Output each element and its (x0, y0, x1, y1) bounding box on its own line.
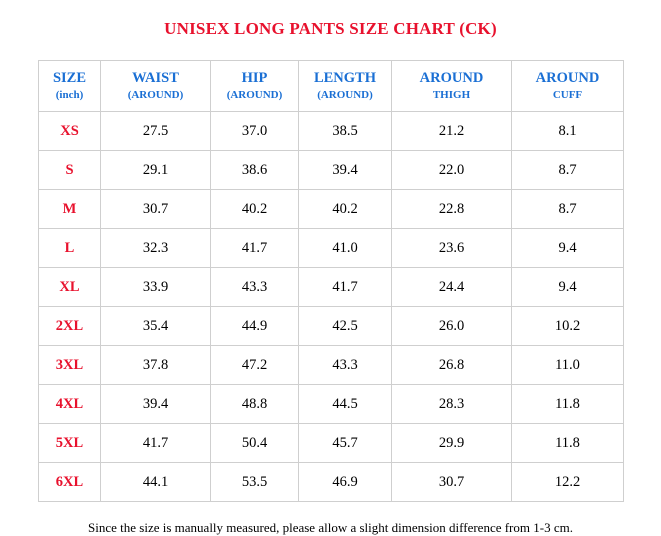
table-row (39, 463, 624, 502)
cell-size: S (39, 151, 101, 190)
cell-length: 40.2 (299, 190, 392, 229)
column-header-length (299, 61, 392, 112)
cell-size: XL (39, 268, 101, 307)
cell-thigh: 22.0 (392, 151, 512, 190)
column-header-cuff-sub: CUFF (552, 88, 583, 101)
cell-thigh: 26.8 (392, 346, 512, 385)
table-row (39, 229, 624, 268)
cell-hip: 48.8 (211, 385, 299, 424)
column-header-cuff-main: AROUND (535, 70, 600, 86)
cell-waist: 27.5 (101, 112, 211, 151)
cell-hip: 40.2 (211, 190, 299, 229)
column-header-hip (211, 61, 299, 112)
cell-waist: 44.1 (101, 463, 211, 502)
cell-waist: 35.4 (101, 307, 211, 346)
size-table-container (0, 39, 661, 502)
cell-waist: 41.7 (101, 424, 211, 463)
table-row (39, 190, 624, 229)
cell-cuff: 11.8 (512, 424, 624, 463)
column-header-length-sub: (AROUND) (317, 88, 373, 101)
size-chart-table (38, 60, 624, 502)
cell-hip: 44.9 (211, 307, 299, 346)
cell-cuff: 8.7 (512, 151, 624, 190)
cell-hip: 38.6 (211, 151, 299, 190)
cell-hip: 47.2 (211, 346, 299, 385)
cell-hip: 50.4 (211, 424, 299, 463)
cell-thigh: 28.3 (392, 385, 512, 424)
cell-thigh: 29.9 (392, 424, 512, 463)
column-header-size (39, 61, 101, 112)
cell-length: 46.9 (299, 463, 392, 502)
cell-thigh: 23.6 (392, 229, 512, 268)
cell-waist: 33.9 (101, 268, 211, 307)
table-body (39, 112, 624, 502)
cell-thigh: 21.2 (392, 112, 512, 151)
cell-cuff: 8.1 (512, 112, 624, 151)
column-header-thigh-main: AROUND (419, 70, 484, 86)
cell-cuff: 8.7 (512, 190, 624, 229)
cell-waist: 29.1 (101, 151, 211, 190)
column-header-waist-main: WAIST (132, 70, 179, 86)
column-header-waist-sub: (AROUND) (127, 88, 184, 101)
cell-cuff: 9.4 (512, 229, 624, 268)
cell-length: 38.5 (299, 112, 392, 151)
header-row (39, 61, 624, 112)
cell-length: 41.7 (299, 268, 392, 307)
column-header-size-main: SIZE (52, 70, 87, 86)
cell-size: XS (39, 112, 101, 151)
cell-cuff: 12.2 (512, 463, 624, 502)
cell-size: L (39, 229, 101, 268)
measurement-disclaimer: Since the size is manually measured, please allow a slight dimension difference from 1-3 cm. (88, 520, 573, 536)
column-header-thigh-sub: THIGH (432, 88, 471, 101)
cell-length: 42.5 (299, 307, 392, 346)
column-header-thigh (392, 61, 512, 112)
table-row (39, 151, 624, 190)
cell-size: 2XL (39, 307, 101, 346)
cell-waist: 30.7 (101, 190, 211, 229)
column-header-size-sub: (inch) (55, 88, 84, 101)
cell-thigh: 26.0 (392, 307, 512, 346)
cell-size: M (39, 190, 101, 229)
cell-size: 3XL (39, 346, 101, 385)
table-header (39, 61, 624, 112)
cell-size: 6XL (39, 463, 101, 502)
cell-length: 39.4 (299, 151, 392, 190)
cell-thigh: 30.7 (392, 463, 512, 502)
cell-thigh: 24.4 (392, 268, 512, 307)
cell-length: 44.5 (299, 385, 392, 424)
table-row (39, 346, 624, 385)
cell-waist: 39.4 (101, 385, 211, 424)
cell-length: 43.3 (299, 346, 392, 385)
cell-size: 5XL (39, 424, 101, 463)
table-row (39, 268, 624, 307)
cell-hip: 37.0 (211, 112, 299, 151)
cell-waist: 32.3 (101, 229, 211, 268)
table-row (39, 112, 624, 151)
cell-hip: 53.5 (211, 463, 299, 502)
cell-hip: 41.7 (211, 229, 299, 268)
column-header-length-main: LENGTH (313, 70, 377, 86)
cell-cuff: 11.0 (512, 346, 624, 385)
column-header-cuff (512, 61, 624, 112)
cell-length: 41.0 (299, 229, 392, 268)
cell-size: 4XL (39, 385, 101, 424)
column-header-hip-sub: (AROUND) (226, 88, 283, 101)
table-row (39, 307, 624, 346)
cell-waist: 37.8 (101, 346, 211, 385)
table-row (39, 424, 624, 463)
page-title: UNISEX LONG PANTS SIZE CHART (CK) (164, 19, 497, 38)
table-row (39, 385, 624, 424)
column-header-waist (101, 61, 211, 112)
column-header-hip-main: HIP (241, 70, 268, 86)
cell-length: 45.7 (299, 424, 392, 463)
cell-hip: 43.3 (211, 268, 299, 307)
cell-thigh: 22.8 (392, 190, 512, 229)
cell-cuff: 9.4 (512, 268, 624, 307)
cell-cuff: 10.2 (512, 307, 624, 346)
cell-cuff: 11.8 (512, 385, 624, 424)
